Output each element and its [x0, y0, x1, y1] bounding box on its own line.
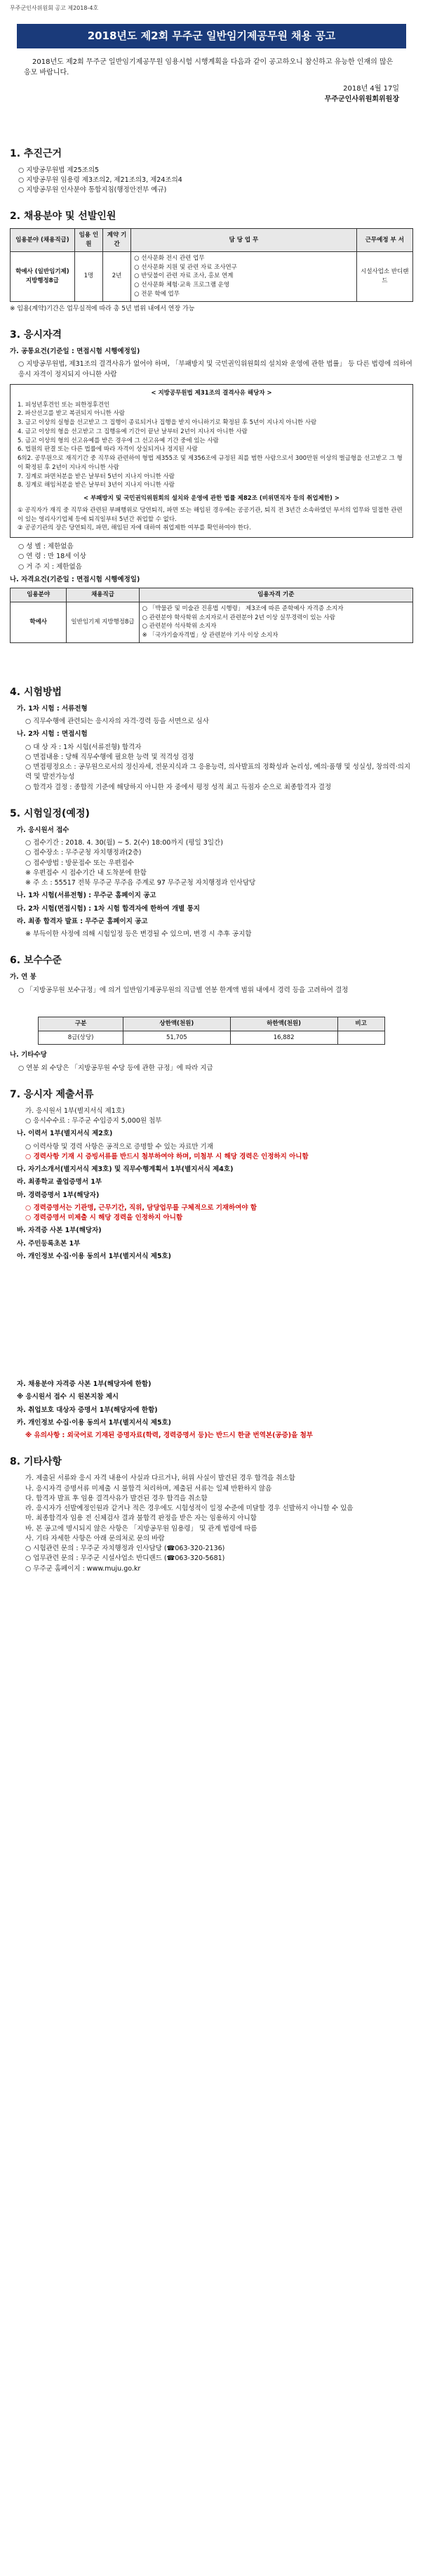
notice-reference: 무주군인사위원회 공고 제2018-4호 [10, 5, 99, 11]
list-item: ○ 성 별 : 제한없음 [18, 543, 74, 550]
box-line: 4. 금고 이상의 형을 선고받고 그 집행유예 기간이 끝난 날부터 2년이 지나지 아니한 사람 [18, 428, 248, 435]
table-header: 상한액(천원) [123, 1017, 230, 1031]
list-item: ○ 직무수행에 관련되는 응시자의 자격·경력 등을 서면으로 심사 [25, 718, 209, 725]
list-item: ○ 접수장소 : 무주군청 자치행정과(2층) [25, 849, 142, 857]
list-item: 라. 최종학교 졸업증명서 1부 [17, 1178, 102, 1187]
box-line: 5. 금고 이상의 형의 선고유예를 받은 경우에 그 선고유예 기간 중에 있는 사람 [18, 437, 219, 444]
section-title: 4. 시험방법 [10, 686, 62, 698]
criteria-item: ※ 「국가기술자격법」상 관련분야 기사 이상 소지자 [142, 632, 278, 639]
criteria-item: ○ 관련분야 학사학위 소지자로서 관련분야 2년 이상 실무경력이 있는 사람 [142, 614, 335, 621]
list-item: ○ 무주군 홈페이지 : www.muju.go.kr [25, 1564, 141, 1573]
list-item: 가. 응시원서 1부(별지서식 제1호) [25, 1107, 125, 1115]
table-header: 하한액(천원) [230, 1017, 337, 1031]
notice-document [10, 0, 413, 1574]
table-cell: 16,882 [230, 1031, 337, 1045]
list-item: 바. 본 공고에 명시되지 않은 사항은 「지방공무원 임용령」 및 관계 법령에 따름 [25, 1524, 257, 1533]
list-item: ○ 거 주 지 : 제한없음 [18, 562, 82, 571]
section-title: 6. 보수수준 [10, 955, 62, 967]
box-line: 1. 피성년후견인 또는 피한정후견인 [18, 401, 110, 409]
list-item: 라. 최종 합격자 발표 : 무주군 홈페이지 공고 [17, 917, 148, 925]
list-item: 다. 자기소개서(별지서식 제3호) 및 직무수행계획서 1부(별지서식 제4호) [17, 1165, 234, 1173]
table-cell [337, 1031, 384, 1045]
list-item: 다. 2차 시험(면접시험) : 1차 시험 합격자에 한하여 개별 통지 [17, 904, 200, 913]
list-item: 나. 이력서 1부(별지서식 제2호) [17, 1130, 113, 1138]
list-item: ○ 연봉 외 수당은 「지방공무원 수당 등에 관한 규정」에 따라 지급 [18, 1064, 213, 1072]
list-item: 나. 1차 시험(서류전형) : 무주군 홈페이지 공고 [17, 892, 156, 900]
notice-title: 2018년도 제2회 무주군 일반임기제공무원 채용 공고 [17, 24, 406, 48]
list-item: 차. 취업보호 대상자 증명서 1부(해당자에 한함) [17, 1406, 158, 1414]
list-item: 자. 채용분야 자격증 사본 1부(해당자에 한함) [17, 1380, 152, 1388]
table-header: 임용 인원 [74, 229, 102, 252]
exam-method-list [17, 704, 413, 793]
list-item: ○ 지방공무원 임용령 제3조의2, 제21조의3, 제24조의4 [18, 176, 182, 184]
table-cell: 8급(상당) [39, 1031, 123, 1045]
notice-organization: 무주군인사위원회위원장 [324, 95, 399, 103]
section-legal-basis [10, 147, 413, 196]
table-header: 비고 [337, 1017, 384, 1031]
table-header: 계약 기간 [103, 229, 131, 252]
list-item: ○ 업무관련 문의 : 무주군 시설사업소 반디랜드 (☎063-320-5681) [25, 1554, 225, 1563]
list-item: ○ 지방공무원법, 제31조의 결격사유가 없어야 하며, 「부패방지 및 국민권익위원회의 설치와 운영에 관한 법률」 등 다른 법령에 의하여 응시 자격이 정지되지 아니한 사람 [18, 360, 412, 378]
list-item: ○ 접수기간 : 2018. 4. 30(월) ~ 5. 2(수) 18:00까지 (평일 3일간) [25, 839, 223, 847]
cell-count: 1명 [74, 251, 102, 301]
list-item: ※ 우편접수 시 접수기간 내 도착분에 한함 [25, 868, 147, 877]
list-item: ○ 대 상 자 : 1차 시험(서류전형) 합격자 [25, 743, 142, 751]
table-header: 임용분야 [11, 588, 67, 602]
box-title: < 지방공무원법 제31조의 결격사유 해당자 > [151, 389, 272, 397]
list-item: ○ 연 령 : 만 18세 이상 [18, 553, 86, 561]
duty-item: ○ 선사문화 전시 관련 업무 [134, 254, 205, 262]
table-header: 담 당 업 무 [131, 229, 356, 252]
subsection-title: 나. 자격요건(기준일 : 면접시험 시행예정일) [10, 575, 140, 583]
section-other [10, 1455, 413, 1574]
cell-criteria [139, 602, 412, 642]
list-item: 나. 2차 시험 : 면접시험 [17, 730, 88, 739]
cell-duties [131, 251, 356, 301]
notice-date: 2018년 4월 17일 [343, 84, 399, 93]
box-line: 8. 징계로 해임처분을 받은 날부터 3년이 지나지 아니한 사람 [18, 482, 175, 489]
intro-text: 2018년도 제2회 무주군 일반임기제공무원 임용시험 시행계획을 다음과 같이 공고하오니 참신하고 유능한 인재의 많은 응모 바랍니다. [24, 58, 394, 77]
table-cell: 51,705 [123, 1031, 230, 1045]
box-line: 2. 파산선고를 받고 복권되지 아니한 사람 [18, 410, 125, 418]
list-item: ※ 부득이한 사정에 의해 시험일정 등은 변경될 수 있으며, 변경 시 추후 공지함 [25, 930, 252, 938]
section-eligibility [10, 328, 413, 643]
list-item: ○ 경력증명서는 기관명, 근무기간, 직위, 담당업무를 구체적으로 기재하여야 함 [25, 1203, 257, 1212]
list-item: ○ 시험관련 문의 : 무주군 자치행정과 인사담당 (☎063-320-2136) [25, 1545, 225, 1552]
documents-list [17, 1107, 413, 1262]
list-item: 가. 제출된 서류와 응시 자격 내용이 사실과 다르거나, 허위 사실이 발견된 경우 합격을 취소함 [25, 1474, 295, 1483]
list-item: 사. 기타 자세한 사항은 아래 문의처로 문의 바람 [25, 1534, 165, 1543]
section-title: 8. 기타사항 [10, 1456, 62, 1468]
list-item: ※ 응시원서 접수 시 원본지참 제시 [17, 1393, 119, 1401]
list-item: ○ 이력사항 및 경력 사항은 공적으로 증명할 수 있는 자료만 기재 [25, 1142, 213, 1151]
table-header: 근무예정 부 서 [356, 229, 412, 252]
duty-item: ○ 전문 학예 업무 [134, 290, 180, 298]
cell-dept: 시설사업소 반디랜드 [356, 251, 412, 301]
section-recruitment [10, 209, 413, 314]
section-title: 1. 추진근거 [10, 147, 62, 159]
list-item: 마. 경력증명서 1부(해당자) [17, 1191, 100, 1199]
section-title: 7. 응시자 제출서류 [10, 1088, 94, 1100]
list-item: ※ 주 소 : 55517 전북 무주군 무주읍 주계로 97 무주군청 자치행정과 인사담당 [25, 879, 256, 887]
section-documents [10, 1088, 413, 1441]
list-item: ○ 경력증명서 미제출 시 해당 경력을 인정하지 아니함 [25, 1214, 183, 1222]
table-header: 임용자격 기준 [139, 588, 412, 602]
list-item: 라. 응시자가 선발예정인원과 같거나 적은 경우에도 시험성적이 일정 수준에 미달할 경우 선발하지 아니할 수 있음 [25, 1505, 354, 1512]
list-item: ※ 유의사항 : 외국어로 기재된 증명자료(학력, 경력증명서 등)는 반드시 한글 번역본(공증)을 첨부 [25, 1432, 313, 1439]
signature-block [10, 84, 399, 105]
list-item: ○ 지방공무원법 제25조의5 [18, 166, 100, 174]
table-row [39, 1031, 385, 1045]
cell-field: 학예사 (일반임기제) 지방행정8급 [11, 251, 75, 301]
box-line: ① 공직자가 재직 중 직무와 관련된 부패행위로 당연퇴직, 파면 또는 해임된 경우에는 공공기관, 퇴직 전 3년간 소속하였던 부서의 업무와 밀접한 관련이 있는 영리사기업체 등에 퇴직일부터 5년간 취업할 수 없다. [18, 506, 403, 523]
documents-extra-list [17, 1380, 413, 1441]
table-header: 구분 [39, 1017, 123, 1031]
box-title: < 부패방지 및 국민권익위원회의 설치와 운영에 관한 법률 제82조 (비위면직자 등의 취업제한) > [83, 495, 340, 502]
section-schedule [10, 807, 413, 940]
list-item: ○ 경력사항 기재 시 증빙서류를 반드시 첨부하여야 하며, 미첨부 시 해당 경력은 인정하지 아니함 [25, 1152, 309, 1161]
disqualification-box [10, 384, 413, 538]
list-item: ○ 「지방공무원 보수규정」에 의거 일반임기제공무원의 직급별 연봉 한계액 범위 내에서 경력 등을 고려하여 결정 [18, 986, 349, 994]
salary-table [38, 1017, 385, 1045]
list-item: 다. 합격자 발표 후 임용 결격사유가 발견된 경우 합격을 취소함 [25, 1494, 208, 1502]
list-item: ○ 면접내용 : 당해 직무수행에 필요한 능력 및 적격성 검정 [25, 753, 194, 761]
subsection-title: 가. 연 봉 [10, 973, 36, 982]
schedule-list [17, 826, 413, 940]
subsection-title: 나. 기타수당 [10, 1051, 47, 1059]
recruitment-table [10, 228, 413, 301]
box-line: 3. 금고 이상의 실형을 선고받고 그 집행이 종료되거나 집행을 받지 아니하기로 확정된 후 5년이 지나지 아니한 사람 [18, 419, 317, 426]
duty-item: ○ 반딧불이 관련 자료 조사, 홍보 연계 [134, 272, 234, 280]
list-item: ○ 합격자 결정 : 종합적 기준에 해당하지 아니한 자 중에서 평정 성적 최고 득점자 순으로 최종합격자 결정 [25, 783, 332, 791]
criteria-item: ○ 관련분야 석사학위 소지자 [142, 623, 217, 630]
duty-item: ○ 선사문화 체험·교육 프로그램 운영 [134, 282, 230, 289]
section-title: 5. 시험일정(예정) [10, 807, 90, 819]
list-item: ○ 면접평정요소 : 공무원으로서의 정신자세, 전문지식과 그 응용능력, 의사발표의 정확성과 논리성, 예의·품행 및 성실성, 창의력·의지력 및 발전가능성 [25, 763, 411, 781]
list-item: 나. 응시자격 증명서류 미제출 시 불합격 처리하며, 제출된 서류는 일체 반환하지 않음 [25, 1484, 272, 1493]
cell-field: 학예사 [11, 602, 67, 642]
table-row [11, 602, 413, 642]
list-item: 사. 주민등록초본 1부 [17, 1239, 81, 1248]
box-line: 6. 법원의 판결 또는 다른 법률에 따라 자격이 상실되거나 정지된 사람 [18, 446, 198, 454]
section-exam-method [10, 685, 413, 793]
list-item: 아. 개인정보 수집·이용 동의서 1부(별지서식 제5호) [17, 1252, 172, 1260]
box-line: 6의2. 공무원으로 재직기간 중 직무와 관련하여 형법 제355조 및 제356조에 규정된 죄를 범한 사람으로서 300만원 이상의 벌금형을 선고받고 그 형이 확정된 후 2년이 지나지 아니한 사람 [18, 455, 403, 471]
criteria-item: ○ 「박물관 및 미술관 진흥법 시행령」 제3조에 따른 준학예사 자격증 소지자 [142, 605, 344, 612]
list-item: ○ 응시수수료 : 무주군 수입증지 5,000원 첩부 [25, 1117, 162, 1125]
list-item: 마. 최종합격자 임용 전 신체검사 결과 불합격 판정을 받은 자는 임용하지 아니함 [25, 1514, 257, 1523]
table-row [11, 251, 413, 301]
list-item: 가. 응시원서 접수 [17, 826, 69, 834]
table-header: 임용분야 (채용직급) [11, 229, 75, 252]
duty-item: ○ 선사문화 지원 및 관련 자료 조사연구 [134, 263, 237, 271]
contract-note: ※ 임용(계약)기간은 업무실적에 따라 총 5년 범위 내에서 연장 가능 [10, 305, 195, 312]
list-item: 바. 자격증 사본 1부(해당자) [17, 1227, 102, 1235]
section-title: 2. 채용분야 및 선발인원 [10, 211, 116, 223]
list-item: ○ 접수방법 : 방문접수 또는 우편접수 [25, 859, 135, 867]
qualification-table [10, 588, 413, 643]
other-list [17, 1474, 413, 1574]
section-title: 3. 응시자격 [10, 329, 62, 341]
list-item: 카. 개인정보 수집·이용 동의서 1부(별지서식 제5호) [17, 1418, 172, 1427]
cell-grade: 일반임기제 지방행정8급 [67, 602, 139, 642]
box-line: 7. 징계로 파면처분을 받은 날부터 5년이 지나지 아니한 사람 [18, 473, 175, 480]
section-salary [10, 953, 413, 1074]
cell-period: 2년 [103, 251, 131, 301]
list-item: 가. 1차 시험 : 서류전형 [17, 704, 88, 713]
box-line: ② 공공기관의 장은 당연퇴직, 파면, 해임된 자에 대하여 취업제한 여부를 확인하여야 한다. [18, 524, 251, 532]
table-header: 채용직급 [67, 588, 139, 602]
subsection-title: 가. 공통요건(기준일 : 면접시험 시행예정일) [10, 348, 140, 355]
list-item: ○ 지방공무원 인사분야 통합지침(행정안전부 예규) [18, 186, 167, 194]
